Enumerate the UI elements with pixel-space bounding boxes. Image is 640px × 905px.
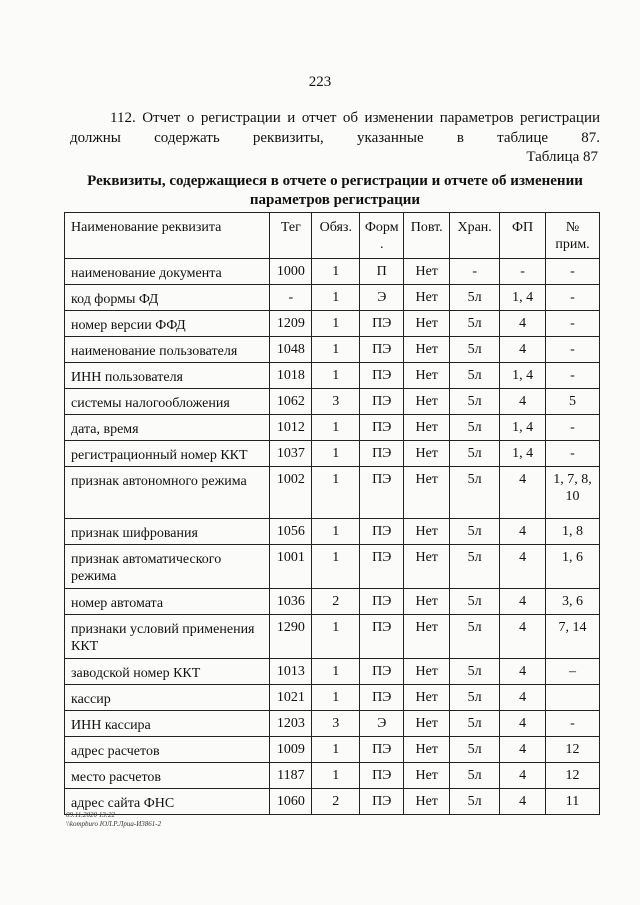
table-cell: Э — [360, 285, 404, 311]
table-row — [65, 363, 600, 389]
table-row — [65, 389, 600, 415]
table-cell: 1 — [312, 363, 360, 389]
paragraph-112 — [70, 108, 600, 148]
table-cell: Нет — [404, 545, 450, 589]
col-header-tag: Тег — [270, 213, 312, 259]
table-cell: 5л — [450, 589, 500, 615]
footer-path: \\kompburo ЮЛ.Р.Лриа-И3861-2 — [66, 820, 162, 828]
table-cell: 1, 4 — [500, 415, 546, 441]
table-cell: 2 — [312, 789, 360, 815]
requisite-name-cell: наименование пользователя — [65, 337, 270, 363]
table-cell: ПЭ — [360, 441, 404, 467]
requisite-name-cell: адрес сайта ФНС — [65, 789, 270, 815]
table-cell: 11 — [546, 789, 600, 815]
col-header-note: № прим. — [546, 213, 600, 259]
table-cell: ПЭ — [360, 615, 404, 659]
table-label: Таблица 87 — [526, 149, 598, 165]
table-cell: 5л — [450, 311, 500, 337]
table-cell: 1 — [312, 763, 360, 789]
table-row — [65, 615, 600, 659]
table-cell: Нет — [404, 589, 450, 615]
table-cell: 1 — [312, 285, 360, 311]
table-cell: 1, 4 — [500, 285, 546, 311]
footer-date: 09.11.2020 13:22 — [66, 811, 116, 819]
table-cell: 1 — [312, 659, 360, 685]
table-cell: 1001 — [270, 545, 312, 589]
table-cell: 1000 — [270, 259, 312, 285]
table-cell: 1, 8 — [546, 519, 600, 545]
table-row — [65, 685, 600, 711]
table-row — [65, 519, 600, 545]
requisite-name-cell: признак шифрования — [65, 519, 270, 545]
table-cell: - — [450, 259, 500, 285]
table-cell: 4 — [500, 615, 546, 659]
col-header-fp: ФП — [500, 213, 546, 259]
requisite-name-cell: номер версии ФФД — [65, 311, 270, 337]
requisite-name-cell: признак автономного режима — [65, 467, 270, 519]
footer-stamp — [66, 811, 161, 829]
table-cell: ПЭ — [360, 737, 404, 763]
table-cell: - — [546, 441, 600, 467]
table-cell: 1009 — [270, 737, 312, 763]
table-cell: 1048 — [270, 337, 312, 363]
requisite-name-cell: адрес расчетов — [65, 737, 270, 763]
table-cell: 1 — [312, 259, 360, 285]
table-cell: – — [546, 659, 600, 685]
table-cell: 4 — [500, 545, 546, 589]
table-cell: 5л — [450, 615, 500, 659]
table-cell: 1 — [312, 467, 360, 519]
table-cell: 1, 4 — [500, 441, 546, 467]
table-cell: 5л — [450, 737, 500, 763]
paragraph-text: 112. Отчет о регистрации и отчет об изменении параметров регистрации должны содержать реквизиты, указанные в таблице 87. — [70, 110, 600, 146]
requisite-name-cell: место расчетов — [65, 763, 270, 789]
table-cell: Нет — [404, 789, 450, 815]
table-cell: Нет — [404, 259, 450, 285]
table-cell: Нет — [404, 467, 450, 519]
table-cell: 1 — [312, 685, 360, 711]
requisite-name-cell: признак автоматического режима — [65, 545, 270, 589]
table-row — [65, 659, 600, 685]
table-title: Реквизиты, содержащиеся в отчете о регистрации и отчете об изменении параметров регистрации — [87, 173, 583, 208]
table-cell: 5л — [450, 363, 500, 389]
table-row — [65, 311, 600, 337]
table-cell: 1187 — [270, 763, 312, 789]
table-cell: 1012 — [270, 415, 312, 441]
table-row — [65, 441, 600, 467]
table-cell: 1 — [312, 311, 360, 337]
table-cell: 1056 — [270, 519, 312, 545]
table-cell: 1013 — [270, 659, 312, 685]
requisites-table — [64, 212, 600, 815]
table-cell: 1002 — [270, 467, 312, 519]
table-cell: ПЭ — [360, 415, 404, 441]
table-cell: 5л — [450, 415, 500, 441]
table-row — [65, 545, 600, 589]
table-cell: 5л — [450, 659, 500, 685]
table-cell: 1 — [312, 415, 360, 441]
table-cell: Нет — [404, 763, 450, 789]
table-cell: 2 — [312, 589, 360, 615]
table-cell: ПЭ — [360, 363, 404, 389]
table-cell: 4 — [500, 737, 546, 763]
col-header-form: Форм . — [360, 213, 404, 259]
requisite-name-cell: дата, время — [65, 415, 270, 441]
col-header-required: Обяз. — [312, 213, 360, 259]
table-row — [65, 589, 600, 615]
table-row — [65, 467, 600, 519]
table-cell: ПЭ — [360, 763, 404, 789]
table-row — [65, 711, 600, 737]
table-cell: 5л — [450, 441, 500, 467]
table-cell: - — [546, 311, 600, 337]
col-header-repeat: Повт. — [404, 213, 450, 259]
table-cell: 1037 — [270, 441, 312, 467]
table-cell: 5л — [450, 711, 500, 737]
table-cell: 1 — [312, 545, 360, 589]
table-cell: 1060 — [270, 789, 312, 815]
table-cell: 4 — [500, 711, 546, 737]
table-cell: 5л — [450, 389, 500, 415]
table-cell: 1203 — [270, 711, 312, 737]
table-cell: 1, 4 — [500, 363, 546, 389]
table-cell: 1209 — [270, 311, 312, 337]
table-cell: Нет — [404, 285, 450, 311]
table-cell: Нет — [404, 711, 450, 737]
table-row — [65, 763, 600, 789]
table-cell: - — [546, 337, 600, 363]
table-cell: - — [546, 363, 600, 389]
requisite-name-cell: код формы ФД — [65, 285, 270, 311]
table-cell: 1, 7, 8, 10 — [546, 467, 600, 519]
table-cell — [546, 685, 600, 711]
table-cell: Нет — [404, 615, 450, 659]
table-cell: 3 — [312, 711, 360, 737]
table-cell: 4 — [500, 467, 546, 519]
table-cell: 4 — [500, 659, 546, 685]
requisite-name-cell: регистрационный номер ККТ — [65, 441, 270, 467]
table-cell: Нет — [404, 659, 450, 685]
table-row — [65, 737, 600, 763]
table-cell: - — [500, 259, 546, 285]
col-header-name: Наименование реквизита — [65, 213, 270, 259]
table-cell: Нет — [404, 311, 450, 337]
table-cell: ПЭ — [360, 685, 404, 711]
table-cell: 5л — [450, 467, 500, 519]
table-cell: 1 — [312, 519, 360, 545]
table-cell: 3 — [312, 389, 360, 415]
table-cell: 1062 — [270, 389, 312, 415]
table-cell: 12 — [546, 763, 600, 789]
table-cell: 1018 — [270, 363, 312, 389]
table-cell: 4 — [500, 589, 546, 615]
table-cell: 1 — [312, 441, 360, 467]
table-cell: ПЭ — [360, 467, 404, 519]
table-cell: 1 — [312, 615, 360, 659]
table-cell: ПЭ — [360, 389, 404, 415]
table-cell: - — [546, 285, 600, 311]
table-cell: ПЭ — [360, 589, 404, 615]
table-cell: 5л — [450, 789, 500, 815]
table-cell: Нет — [404, 337, 450, 363]
table-cell: 7, 14 — [546, 615, 600, 659]
table-cell: - — [270, 285, 312, 311]
table-row — [65, 285, 600, 311]
requisite-name-cell: наименование документа — [65, 259, 270, 285]
requisite-name-cell: системы налогообложения — [65, 389, 270, 415]
table-cell: 5л — [450, 685, 500, 711]
table-cell: - — [546, 711, 600, 737]
table-cell: 12 — [546, 737, 600, 763]
table-header-row — [65, 213, 600, 259]
table-cell: ПЭ — [360, 659, 404, 685]
table-cell: 5л — [450, 763, 500, 789]
table-cell: 5л — [450, 337, 500, 363]
table-cell: Нет — [404, 389, 450, 415]
table-cell: Э — [360, 711, 404, 737]
table-cell: ПЭ — [360, 789, 404, 815]
table-cell: ПЭ — [360, 545, 404, 589]
table-cell: ПЭ — [360, 519, 404, 545]
requisite-name-cell: номер автомата — [65, 589, 270, 615]
requisite-name-cell: заводской номер ККТ — [65, 659, 270, 685]
table-cell: 4 — [500, 519, 546, 545]
table-cell: 1, 6 — [546, 545, 600, 589]
table-cell: 3, 6 — [546, 589, 600, 615]
table-cell: 4 — [500, 311, 546, 337]
table-cell: П — [360, 259, 404, 285]
requisite-name-cell: ИНН пользователя — [65, 363, 270, 389]
table-cell: - — [546, 259, 600, 285]
table-cell: ПЭ — [360, 337, 404, 363]
col-header-storage: Хран. — [450, 213, 500, 259]
table-cell: 1290 — [270, 615, 312, 659]
table-cell: ПЭ — [360, 311, 404, 337]
table-cell: Нет — [404, 519, 450, 545]
table-row — [65, 259, 600, 285]
table-cell: 1021 — [270, 685, 312, 711]
table-cell: Нет — [404, 363, 450, 389]
table-cell: 4 — [500, 685, 546, 711]
table-cell: 5л — [450, 545, 500, 589]
table-cell: 4 — [500, 763, 546, 789]
table-cell: 1036 — [270, 589, 312, 615]
table-row — [65, 337, 600, 363]
table-cell: 4 — [500, 789, 546, 815]
table-cell: Нет — [404, 415, 450, 441]
table-cell: Нет — [404, 441, 450, 467]
table-cell: Нет — [404, 685, 450, 711]
table-cell: 4 — [500, 389, 546, 415]
table-cell: 1 — [312, 737, 360, 763]
table-cell: 4 — [500, 337, 546, 363]
table-cell: Нет — [404, 737, 450, 763]
table-cell: 5 — [546, 389, 600, 415]
table-cell: - — [546, 415, 600, 441]
requisite-name-cell: признаки условий применения ККТ — [65, 615, 270, 659]
table-cell: 5л — [450, 519, 500, 545]
table-cell: 1 — [312, 337, 360, 363]
table-row — [65, 415, 600, 441]
table-cell: 5л — [450, 285, 500, 311]
requisite-name-cell: кассир — [65, 685, 270, 711]
page-number: 223 — [308, 74, 332, 90]
requisite-name-cell: ИНН кассира — [65, 711, 270, 737]
